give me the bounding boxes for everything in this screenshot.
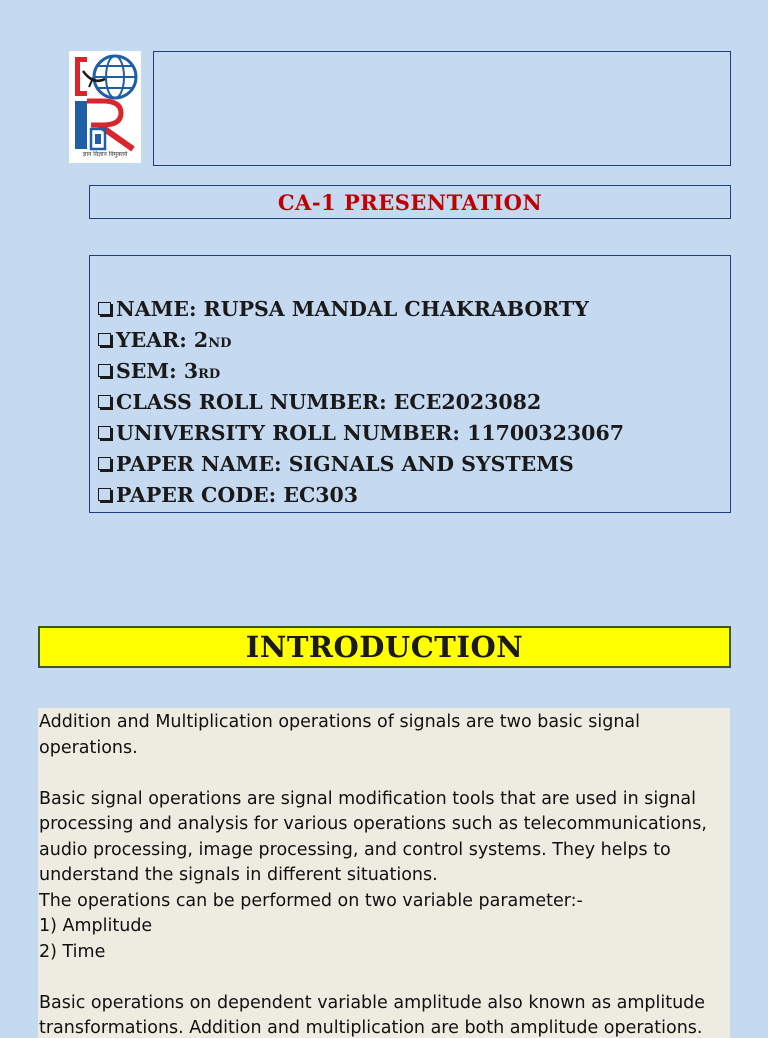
- detail-paper-name: [98, 449, 730, 480]
- detail-class-roll: [98, 387, 730, 418]
- student-details-box: [89, 255, 731, 513]
- detail-value: RUPSA MANDAL CHAKRABORTY: [204, 294, 589, 325]
- detail-university-roll: [98, 418, 730, 449]
- detail-value: EC303: [283, 480, 358, 511]
- checkbox-bullet-icon: [98, 302, 111, 315]
- logo-emblem-icon: [69, 51, 141, 163]
- paragraph-spacer: [39, 965, 728, 991]
- detail-value: 2: [194, 325, 208, 356]
- checkbox-bullet-icon: [98, 364, 111, 377]
- intro-paragraph: Basic operations on dependent variable amplitude also known as amplitude transformations. Addition and multiplication are both amplitude operations.: [39, 991, 728, 1038]
- detail-name: [98, 294, 730, 325]
- checkbox-bullet-icon: [98, 488, 111, 501]
- detail-value: SIGNALS AND SYSTEMS: [289, 449, 574, 480]
- checkbox-bullet-icon: [98, 333, 111, 346]
- detail-label: UNIVERSITY ROLL NUMBER:: [116, 418, 460, 449]
- detail-year: YEAR: 2 ND: [98, 325, 730, 356]
- intro-paragraph: Addition and Multiplication operations of signals are two basic signal operations.: [39, 710, 728, 761]
- student-details-list: [98, 294, 730, 511]
- detail-label: SEM:: [116, 356, 177, 387]
- detail-value: 11700323067: [467, 418, 624, 449]
- intro-list-item: 2) Time: [39, 940, 728, 966]
- detail-paper-code: [98, 480, 730, 511]
- paragraph-spacer: [39, 761, 728, 787]
- checkbox-bullet-icon: [98, 395, 111, 408]
- title-box: [153, 51, 731, 166]
- detail-label: NAME:: [116, 294, 197, 325]
- intro-list-item: 1) Amplitude: [39, 914, 728, 940]
- intro-paragraph: Basic signal operations are signal modification tools that are used in signal processing and analysis for various operations such as telecommunications, audio processing, image processing, and control systems. They helps to understand the signals in different situations.: [39, 787, 728, 889]
- institute-logo: [69, 51, 141, 163]
- detail-label: CLASS ROLL NUMBER:: [116, 387, 387, 418]
- detail-label: PAPER CODE:: [116, 480, 276, 511]
- intro-paragraph: The operations can be performed on two variable parameter:-: [39, 889, 728, 915]
- ca-title-box: [89, 185, 731, 219]
- ca-title: CA-1 PRESENTATION: [278, 190, 542, 215]
- checkbox-bullet-icon: [98, 457, 111, 470]
- introduction-banner: [38, 626, 731, 668]
- detail-label: PAPER NAME:: [116, 449, 282, 480]
- introduction-heading: INTRODUCTION: [246, 630, 523, 664]
- detail-value: 3: [184, 356, 198, 387]
- logo-tagline: ज्ञान विज्ञान विमुक्तये: [69, 151, 141, 159]
- detail-label: YEAR:: [116, 325, 187, 356]
- detail-sem: SEM: 3 RD: [98, 356, 730, 387]
- checkbox-bullet-icon: [98, 426, 111, 439]
- detail-value: ECE2023082: [394, 387, 541, 418]
- introduction-body: [38, 708, 730, 1038]
